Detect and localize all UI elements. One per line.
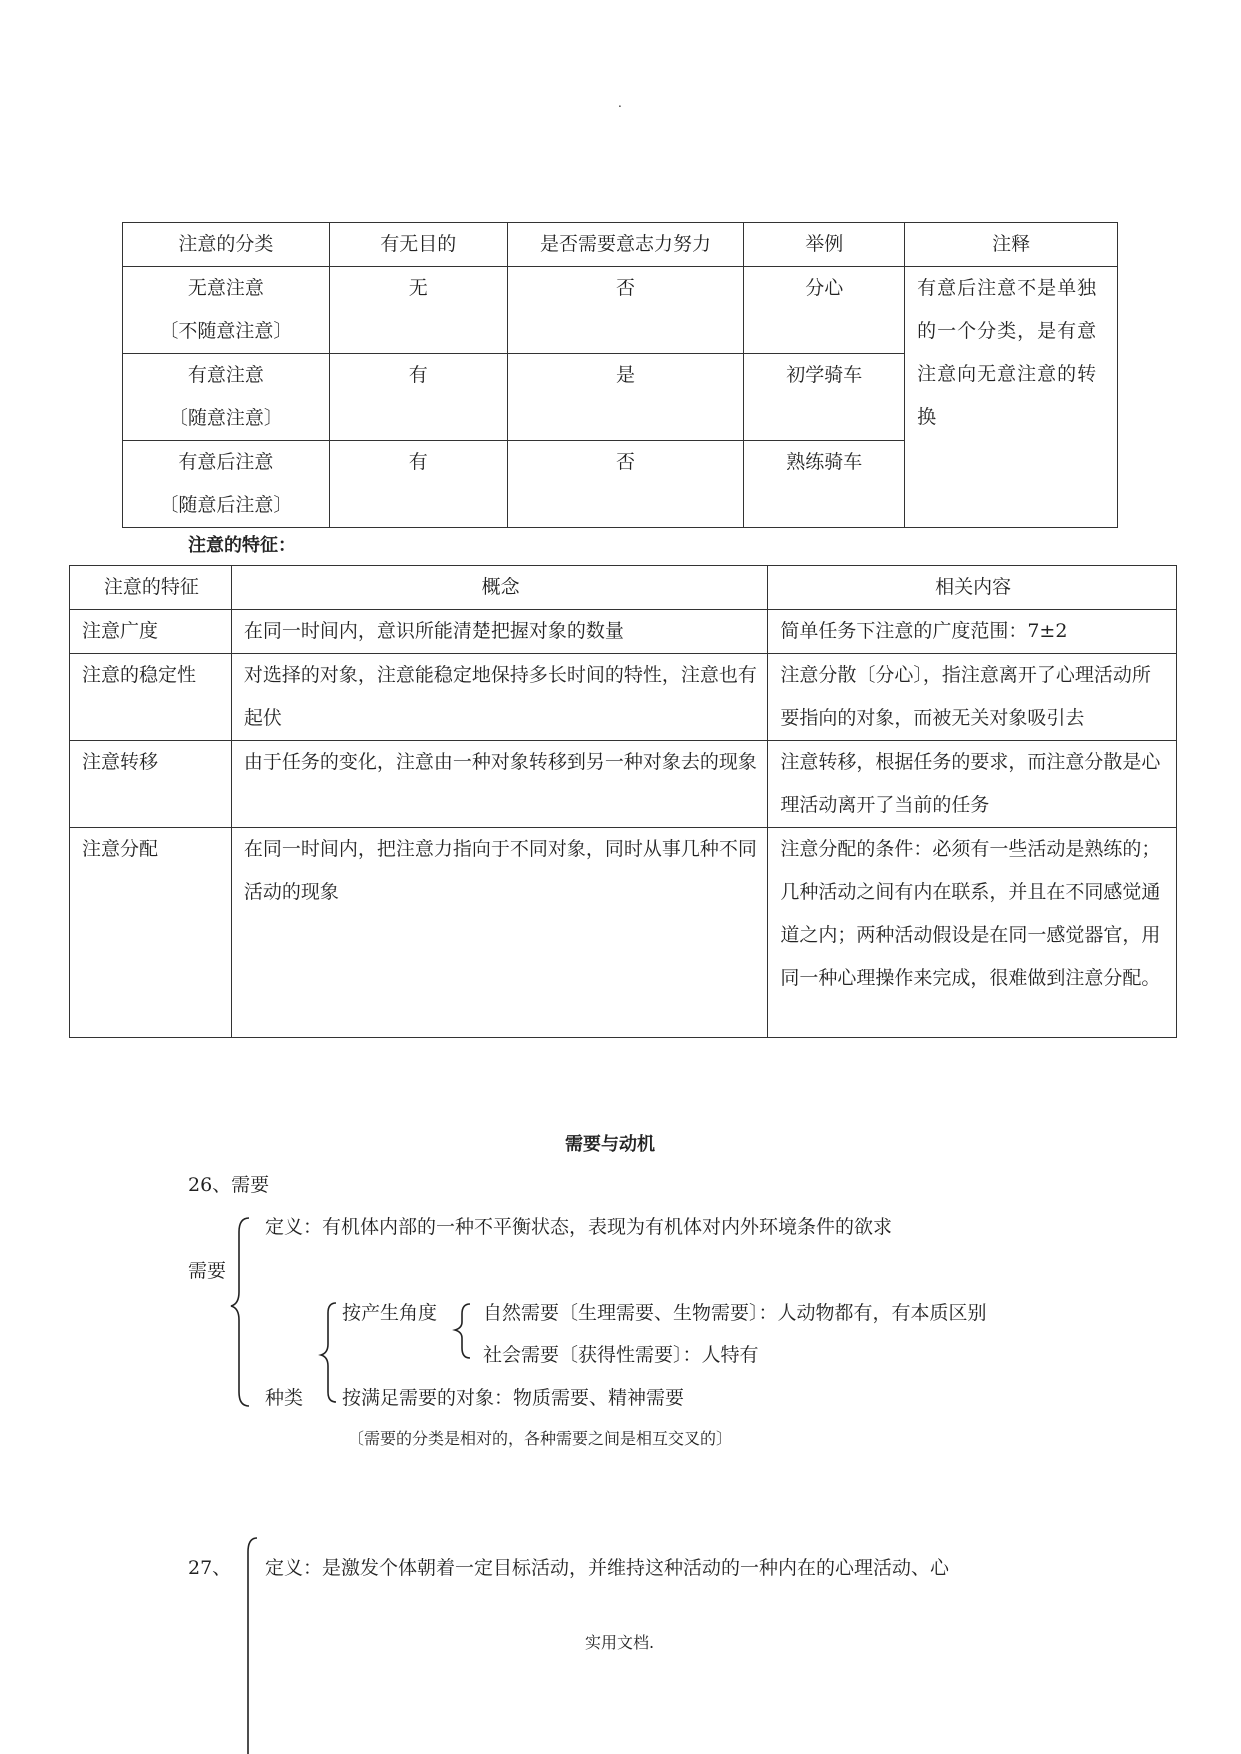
social-need: 社会需要〔获得性需要〕：人特有 [483, 1344, 759, 1366]
effort-cell: 否 [507, 267, 744, 354]
classification-cell: 无意注意 〔不随意注意〕 [123, 267, 330, 354]
feature-cell: 注意的稳定性 [70, 654, 232, 741]
related-cell: 注意转移，根据任务的要求，而注意分散是心理活动离开了当前的任务 [768, 741, 1177, 828]
by-origin-label: 按产生角度 [342, 1302, 438, 1324]
header-cell: 是否需要意志力努力 [507, 223, 744, 267]
header-cell: 注意的特征 [70, 566, 232, 610]
header-cell: 相关内容 [768, 566, 1177, 610]
kinds-label: 种类 [265, 1387, 304, 1409]
concept-cell: 对选择的对象，注意能稳定地保持多长时间的特性，注意也有起伏 [231, 654, 767, 741]
origin-brace [455, 1304, 470, 1358]
header-dot: . [618, 96, 622, 110]
header-cell: 注意的分类 [123, 223, 330, 267]
effort-cell: 是 [507, 354, 744, 441]
motive-brace [248, 1538, 257, 1754]
purpose-cell: 有 [329, 354, 507, 441]
classification-cell: 有意后注意 〔随意后注意〕 [123, 441, 330, 528]
example-cell: 熟练骑车 [744, 441, 905, 528]
header-cell: 概念 [231, 566, 767, 610]
kinds-brace [321, 1303, 336, 1402]
related-cell: 注意分散〔分心〕，指注意离开了心理活动所要指向的对象，而被无关对象吸引去 [768, 654, 1177, 741]
concept-cell: 由于任务的变化，注意由一种对象转移到另一种对象去的现象 [231, 741, 767, 828]
need-main-brace [231, 1218, 249, 1406]
section-title: 需要与动机 [565, 1134, 655, 1155]
header-cell: 有无目的 [329, 223, 507, 267]
classification-cell: 有意注意 〔随意注意〕 [123, 354, 330, 441]
page-footer: 实用文档. [585, 1633, 655, 1652]
by-object-label: 按满足需要的对象：物质需要、精神需要 [342, 1387, 685, 1409]
classification-remark: 〔需要的分类是相对的，各种需要之间是相互交叉的〕 [348, 1429, 733, 1448]
related-cell: 注意分配的条件：必须有一些活动是熟练的；几种活动之间有内在联系，并且在不同感觉通道之内；两种活动假设是在同一感觉器官，用同一种心理操作来完成，很难做到注意分配。 [768, 828, 1177, 1038]
example-cell: 初学骑车 [744, 354, 905, 441]
motive-definition: 定义：是激发个体朝着一定目标活动，并维持这种活动的一种内在的心理活动、心 [265, 1557, 950, 1579]
effort-cell: 否 [507, 441, 744, 528]
related-cell: 简单任务下注意的广度范围：7±2 [768, 610, 1177, 654]
item-27-label: 27、 [188, 1557, 232, 1579]
attention-features-heading: 注意的特征： [188, 535, 296, 556]
purpose-cell: 有 [329, 441, 507, 528]
feature-cell: 注意转移 [70, 741, 232, 828]
feature-cell: 注意广度 [70, 610, 232, 654]
note-cell: 有意后注意不是单独的一个分类，是有意注意向无意注意的转换 [905, 267, 1118, 528]
purpose-cell: 无 [329, 267, 507, 354]
header-cell: 举例 [744, 223, 905, 267]
need-definition: 定义：有机体内部的一种不平衡状态，表现为有机体对内外环境条件的欲求 [265, 1216, 893, 1238]
need-label: 需要 [188, 1260, 227, 1282]
concept-cell: 在同一时间内，意识所能清楚把握对象的数量 [231, 610, 767, 654]
feature-cell: 注意分配 [70, 828, 232, 1038]
example-cell: 分心 [744, 267, 905, 354]
header-cell: 注释 [905, 223, 1118, 267]
item-26-label: 26、需要 [188, 1174, 270, 1196]
natural-need: 自然需要〔生理需要、生物需要〕：人动物都有，有本质区别 [483, 1302, 987, 1324]
concept-cell: 在同一时间内，把注意力指向于不同对象，同时从事几种不同活动的现象 [231, 828, 767, 1038]
